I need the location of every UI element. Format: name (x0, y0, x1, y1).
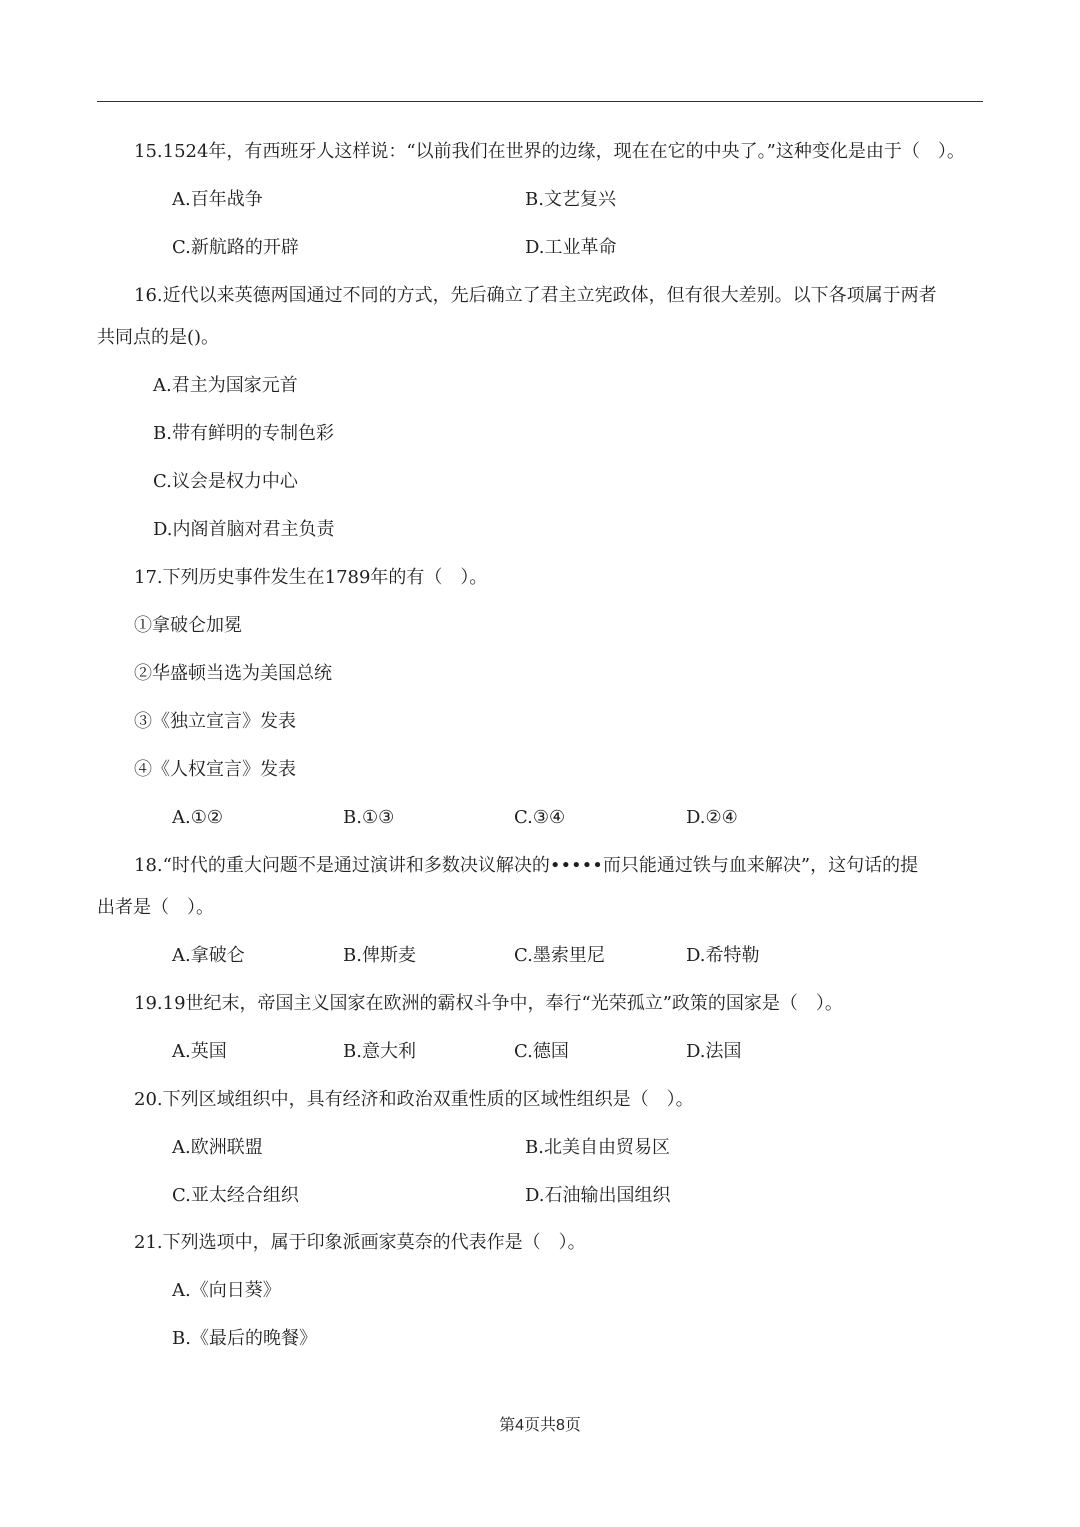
question-21-option-b: B.《最后的晚餐》 (172, 1328, 317, 1349)
question-16-stem-line2: 共同点的是()。 (97, 327, 220, 348)
page-number: 第4页共8页 (499, 1417, 581, 1434)
question-19-option-b: B.意大利 (343, 1041, 416, 1062)
question-17-item-3: ③《独立宣言》发表 (134, 711, 296, 732)
question-20-option-a: A.欧洲联盟 (172, 1137, 263, 1158)
question-18-option-d: D.希特勒 (686, 945, 760, 966)
question-16-option-b: B.带有鲜明的专制色彩 (153, 423, 334, 444)
question-17-item-2: ②华盛顿当选为美国总统 (134, 663, 332, 684)
question-17-item-4: ④《人权宣言》发表 (134, 759, 296, 780)
question-17-option-c: C.③④ (514, 807, 566, 828)
question-20-option-d: D.石油输出国组织 (525, 1185, 671, 1206)
question-15-option-a: A.百年战争 (172, 189, 263, 210)
question-15-stem: 15.1524年，有西班牙人这样说：“以前我们在世界的边缘，现在在它的中央了。”这种变化是由于（ ）。 (134, 141, 965, 162)
question-18-stem-line1: 18.“时代的重大问题不是通过演讲和多数决议解决的•••••而只能通过铁与血来解决”，这句话的提 (134, 855, 919, 876)
question-15-option-b: B.文艺复兴 (525, 189, 616, 210)
question-20-option-c: C.亚太经合组织 (172, 1185, 299, 1206)
question-18-option-c: C.墨索里尼 (514, 945, 605, 966)
header-rule (97, 101, 983, 102)
question-16-stem-line1: 16.近代以来英德两国通过不同的方式，先后确立了君主立宪政体，但有很大差别。以下各项属于两者 (134, 285, 937, 306)
question-20-option-b: B.北美自由贸易区 (525, 1137, 670, 1158)
question-17-item-1: ①拿破仑加冕 (134, 615, 242, 636)
question-17-option-d: D.②④ (686, 807, 738, 828)
question-17-option-a: A.①② (172, 807, 223, 828)
question-17-stem: 17.下列历史事件发生在1789年的有（ ）。 (134, 567, 488, 588)
question-19-option-c: C.德国 (514, 1041, 569, 1062)
question-16-option-d: D.内阁首脑对君主负责 (153, 519, 335, 540)
question-19-option-d: D.法国 (686, 1041, 742, 1062)
question-17-option-b: B.①③ (343, 807, 395, 828)
question-18-option-b: B.俾斯麦 (343, 945, 416, 966)
question-16-option-a: A.君主为国家元首 (153, 375, 298, 396)
question-18-option-a: A.拿破仑 (172, 945, 245, 966)
question-18-stem-line2: 出者是（ ）。 (97, 897, 214, 918)
question-19-option-a: A.英国 (172, 1041, 227, 1062)
question-21-stem: 21.下列选项中，属于印象派画家莫奈的代表作是（ ）。 (134, 1232, 586, 1253)
question-19-stem: 19.19世纪末，帝国主义国家在欧洲的霸权斗争中，奉行“光荣孤立”政策的国家是（ ）。 (134, 993, 843, 1014)
question-15-option-d: D.工业革命 (525, 237, 617, 258)
question-20-stem: 20.下列区域组织中，具有经济和政治双重性质的区域性组织是（ ）。 (134, 1089, 694, 1110)
question-21-option-a: A.《向日葵》 (172, 1280, 281, 1301)
question-15-option-c: C.新航路的开辟 (172, 237, 299, 258)
question-16-option-c: C.议会是权力中心 (153, 471, 298, 492)
